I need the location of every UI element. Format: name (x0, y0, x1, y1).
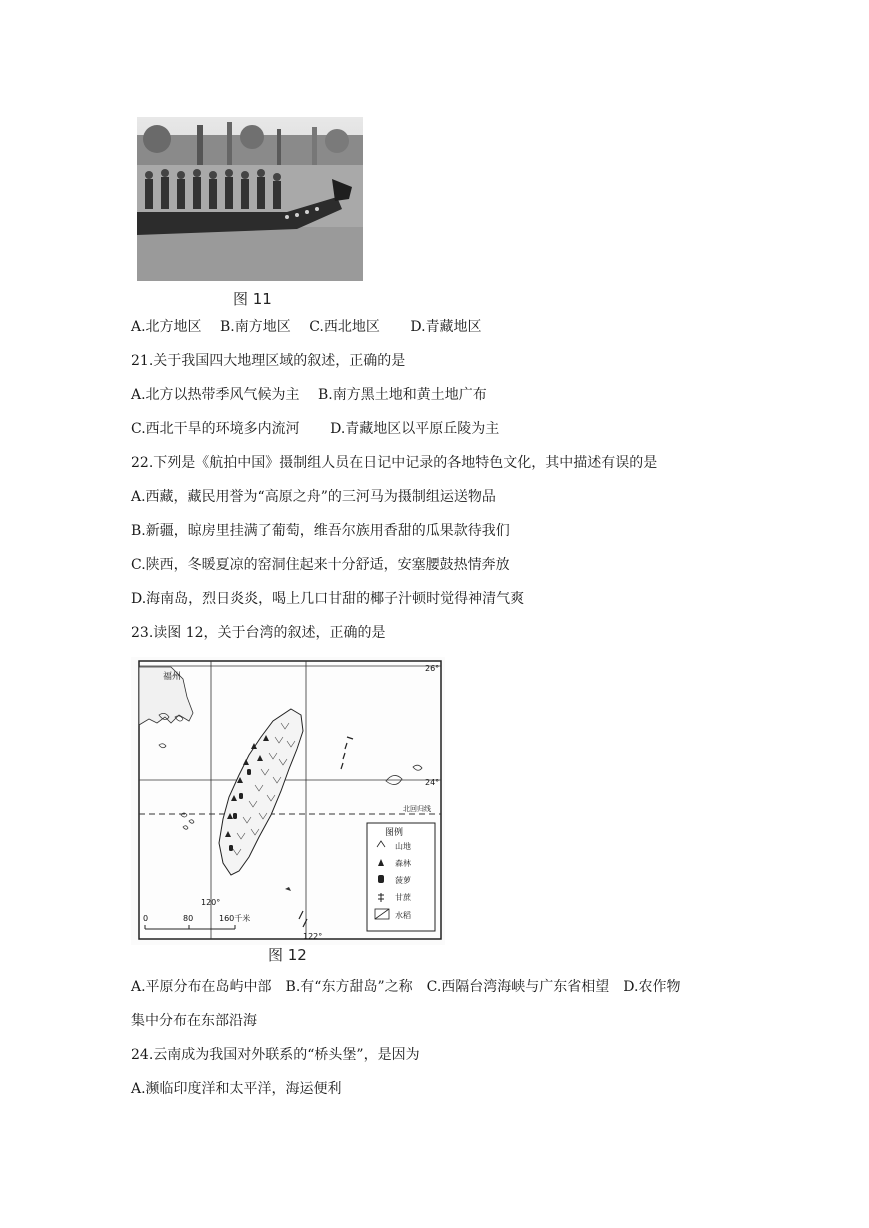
map-legend (367, 823, 435, 931)
q20-options (131, 318, 496, 336)
q24-option-a: A.濒临印度洋和太平洋，海运便利 (131, 1081, 342, 1097)
dragon-boat-photo (137, 117, 363, 281)
map-lon-122: 122° (303, 932, 323, 941)
map-lat-26: 26° (425, 664, 440, 673)
q23-stem: 23.读图 12，关于台湾的叙述，正确的是 (131, 625, 386, 641)
figure-12-caption: 图 12 (268, 946, 307, 964)
legend-item-mountain: 山地 (395, 842, 411, 851)
legend-item-sugarcane: 甘蔗 (395, 893, 411, 902)
q21-option-a: A.北方以热带季风气候为主 (131, 387, 300, 403)
dragon-boat-illustration (137, 117, 363, 281)
q24-stem: 24.云南成为我国对外联系的“桥头堡”，是因为 (131, 1047, 420, 1063)
q21-option-b: B.南方黑土地和黄土地广布 (318, 387, 487, 403)
q21-stem: 21.关于我国四大地理区域的叙述，正确的是 (131, 353, 406, 369)
taiwan-map-drawing (131, 657, 445, 945)
legend-title: 图例 (385, 828, 404, 838)
legend-item-rice: 水稻 (395, 911, 411, 920)
q20-option-d: D.青藏地区 (410, 319, 482, 335)
q22-stem: 22.下列是《航拍中国》摄制组人员在日记中记录的各地特色文化，其中描述有误的是 (131, 455, 658, 471)
figure-11-caption: 图 11 (233, 290, 272, 308)
map-lat-24: 24° (425, 778, 440, 787)
q23-options-line1: A.平原分布在岛屿中部 B.有“东方甜岛”之称 C.西隔台湾海峡与广东省相望 D.农作物 (131, 979, 681, 995)
map-city-fuzhou: 福州 (163, 672, 182, 682)
q22-option-a: A.西藏，藏民用誉为“高原之舟”的三河马为摄制组运送物品 (131, 489, 496, 505)
q21-option-d: D.青藏地区以平原丘陵为主 (330, 421, 500, 437)
scale-label-160: 160千米 (219, 914, 251, 923)
legend-item-forest: 森林 (395, 859, 411, 868)
q21-option-c: C.西北干旱的环境多内流河 (131, 421, 300, 437)
q20-option-a: A.北方地区 (131, 319, 202, 335)
scale-label-80: 80 (183, 914, 194, 923)
q21-options-row2 (131, 420, 513, 438)
q22-option-c: C.陕西，冬暖夏凉的窑洞住起来十分舒适，安塞腰鼓热情奔放 (131, 557, 510, 573)
map-tropic-label: 北回归线 (403, 805, 431, 813)
q20-option-c: C.西北地区 (309, 319, 380, 335)
scale-label-0: 0 (143, 914, 149, 923)
q22-option-d: D.海南岛，烈日炎炎，喝上几口甘甜的椰子汁顿时觉得神清气爽 (131, 591, 525, 607)
map-lon-120: 120° (201, 898, 221, 907)
q23-options-line2: 集中分布在东部沿海 (131, 1013, 257, 1029)
legend-item-pineapple: 菠萝 (395, 876, 411, 885)
q22-option-b: B.新疆，晾房里挂满了葡萄，维吾尔族用香甜的瓜果款待我们 (131, 523, 510, 539)
taiwan-map (131, 657, 445, 945)
q21-options-row1 (131, 386, 501, 404)
q20-option-b: B.南方地区 (220, 319, 291, 335)
